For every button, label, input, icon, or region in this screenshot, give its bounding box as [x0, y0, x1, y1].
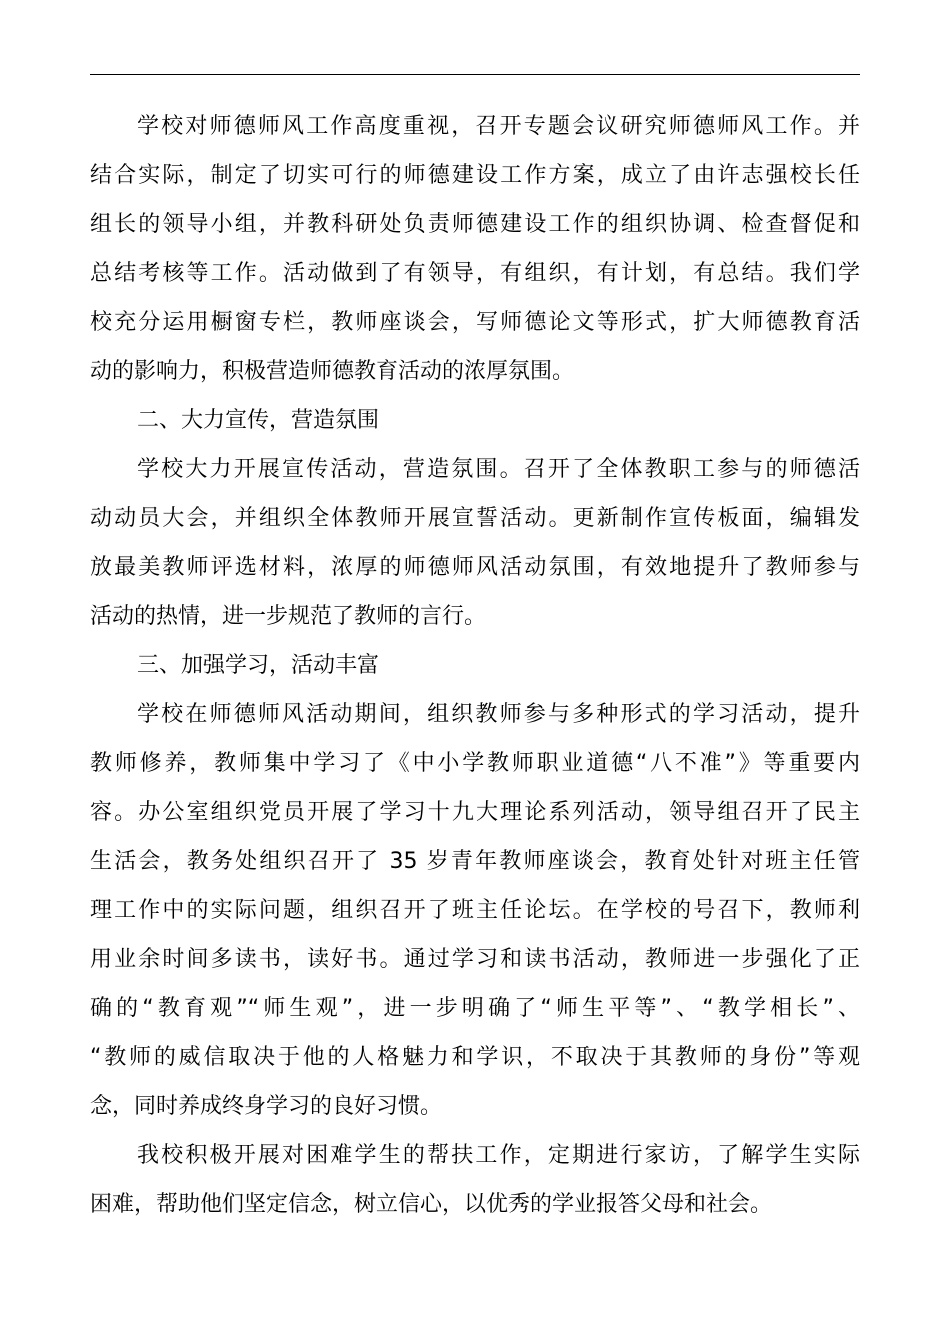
header-rule [90, 74, 860, 75]
paragraph-leadership [90, 102, 860, 396]
paragraph-assistance [90, 1131, 860, 1229]
text-line: 学校对师德师风工作高度重视，召开专题会议研究师德师风工作。并 [137, 114, 860, 139]
text-line: 活动的热情，进一步规范了教师的言行。 [90, 604, 487, 629]
section-heading: 二、大力宣传，营造氛围 [137, 408, 380, 433]
section-heading-2 [90, 396, 860, 445]
document-body [90, 102, 860, 1229]
paragraph-study [90, 690, 860, 1131]
text-line: 我校积极开展对困难学生的帮扶工作，定期进行家访，了解学生实际 [137, 1143, 860, 1168]
text-line: 放最美教师评选材料，浓厚的师德师风活动氛围，有效地提升了教师参与 [90, 555, 860, 580]
section-heading-3 [90, 641, 860, 690]
text-line: 困难，帮助他们坚定信念，树立信心，以优秀的学业报答父母和社会。 [90, 1192, 773, 1217]
text-line: 动动员大会，并组织全体教师开展宣誓活动。更新制作宣传板面，编辑发 [90, 506, 860, 531]
text-line: 校充分运用橱窗专栏，教师座谈会，写师德论文等形式，扩大师德教育活 [90, 310, 860, 335]
text-line: 用业余时间多读书，读好书。通过学习和读书活动，教师进一步强化了正 [90, 947, 860, 972]
text-line: 确的“教育观”“师生观”，进一步明确了“师生平等”、“教学相长”、 [90, 996, 860, 1021]
section-heading: 三、加强学习，活动丰富 [137, 653, 380, 678]
text-line: 念，同时养成终身学习的良好习惯。 [90, 1094, 443, 1119]
text-line: 教师修养，教师集中学习了《中小学教师职业道德“八不准”》等重要内 [90, 751, 860, 776]
text-line: 容。办公室组织党员开展了学习十九大理论系列活动，领导组召开了民主 [90, 800, 860, 825]
text-line: 结合实际，制定了切实可行的师德建设工作方案，成立了由许志强校长任 [90, 163, 860, 188]
text-line: “教师的威信取决于他的人格魅力和学识，不取决于其教师的身份”等观 [90, 1045, 860, 1070]
text-line: 生活会，教务处组织召开了 35 岁青年教师座谈会，教育处针对班主任管 [90, 849, 860, 874]
text-line: 组长的领导小组，并教科研处负责师德建设工作的组织协调、检查督促和 [90, 212, 860, 237]
text-line: 学校大力开展宣传活动，营造氛围。召开了全体教职工参与的师德活 [137, 457, 860, 482]
text-line: 总结考核等工作。活动做到了有领导，有组织，有计划，有总结。我们学 [90, 261, 860, 286]
paragraph-publicity [90, 445, 860, 641]
text-line: 动的影响力，积极营造师德教育活动的浓厚氛围。 [90, 359, 575, 384]
text-line: 理工作中的实际问题，组织召开了班主任论坛。在学校的号召下，教师利 [90, 898, 860, 923]
text-line: 学校在师德师风活动期间，组织教师参与多种形式的学习活动，提升 [137, 702, 860, 727]
